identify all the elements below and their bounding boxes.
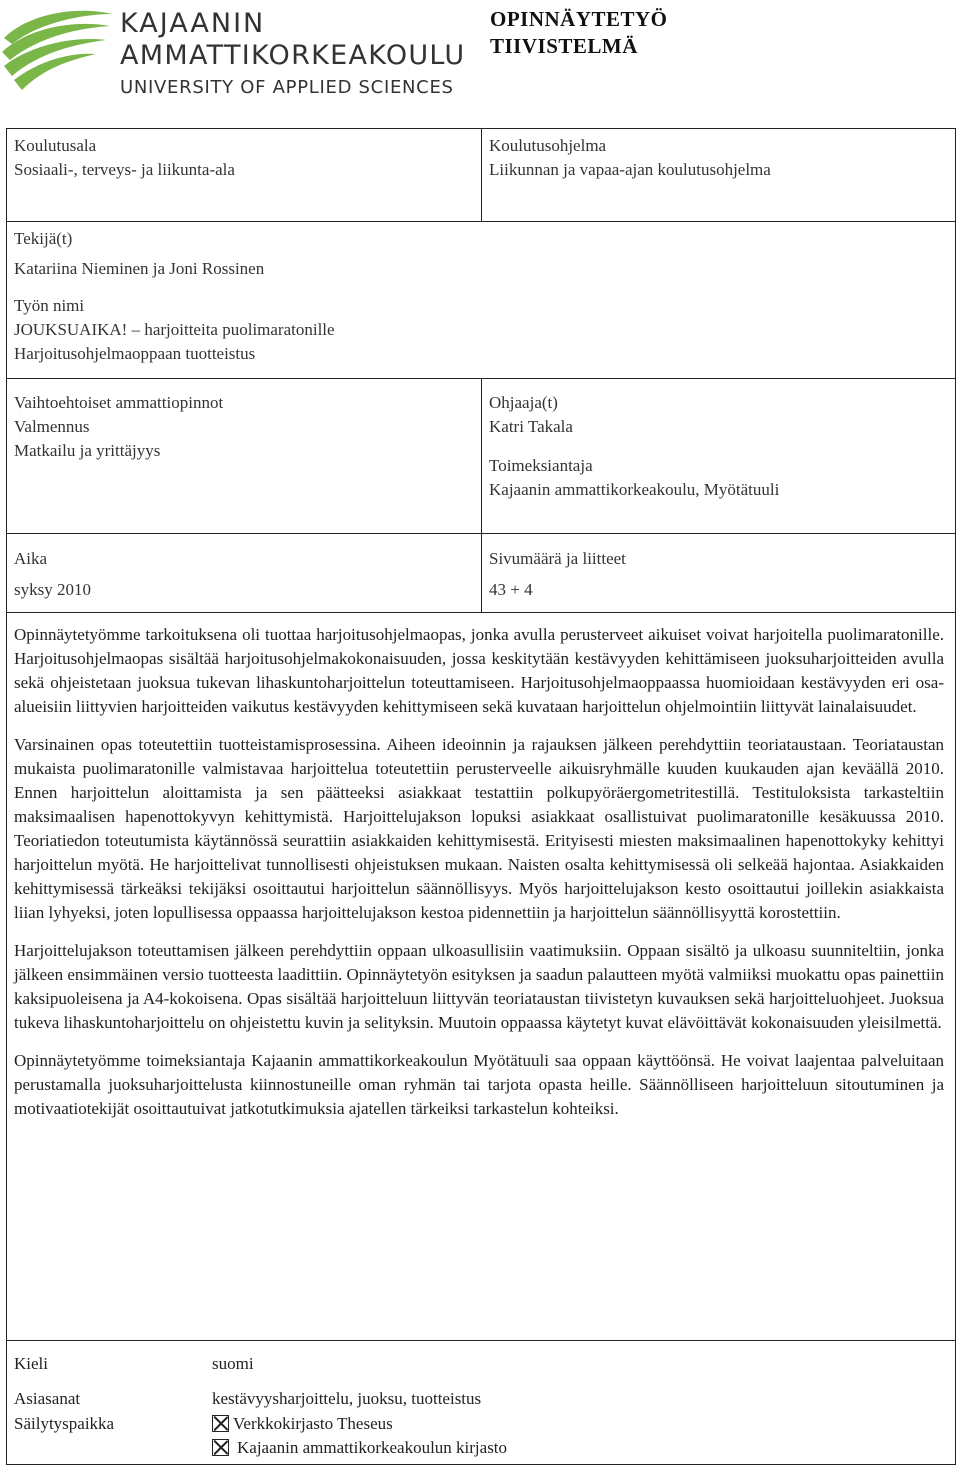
abstract-paragraph: Harjoittelujakson toteuttamisen jälkeen perehdyttiin oppaan ulkoasullisiin vaatimuksiin. Oppaan sisältö ja ulkoasu suunniteltiin, jonka jälkeen ensimmäinen versio tuotteesta laadittiin. Opinnäytetyön esityksen ja saadun palautteen myötä valmiiksi muokattu opas painettiin kaksipuoleisena ja A4-kokoisena. Opas sisältää harjoitteluun liittyvän teoriataustan tiivistetyn kuvauksen sekä harjoitteluohjeet. Juoksua tukeva lihaskuntoharjoittelu on ohjeistettu kuvin ja selityksin. Muutoin oppaassa käytetyt kuvat elävöittävät kokonaisuuden yleisilmettä. bbox=[14, 941, 944, 1032]
abstract-paragraph: Opinnäytetyömme tarkoituksena oli tuottaa harjoitusohjelmaopas, jonka avulla perusterveet aikuiset voivat harjoitella puolimaratonille. Harjoitusohjelmaopas sisältää harjoitusohjelmakokonaisuuden, jossa keskitytään kestävyyden kehittämiseen juoksuharjoitteiden avulla sekä ohjeistetaan juoksua tukevan lihaskuntoharjoittelun toteuttamiseen. Harjoitusohjelmaoppaassa huomioidaan kestävyyden eri osa-alueisiin liittyvien harjoitteiden vaikutus kestävyyden kehittymiseen sekä kuvataan harjoittelun ohjelmointiin liittyvät lainalaisuudet. bbox=[14, 625, 944, 716]
field-ohjaaja bbox=[489, 391, 573, 439]
checked-box-icon bbox=[212, 1415, 229, 1432]
field-toimeksiantaja bbox=[489, 454, 779, 502]
field-label: Toimeksiantaja bbox=[489, 456, 593, 475]
field-value: Sosiaali-, terveys- ja liikunta-ala bbox=[14, 160, 235, 179]
field-label: Tekijä(t) bbox=[14, 229, 73, 248]
field-aika bbox=[14, 547, 91, 602]
abstract-paragraph: Opinnäytetyömme toimeksiantaja Kajaanin ammattikorkeakoulun Myötätuuli saa oppaan käyttöönsä. He voivat laajentaa palveluitaan perustamalla juoksuharjoittelusta kiinnostuneille oman ryhmän tai tarjota opasta heille. Säännölliseen harjoitteluun sitoutuminen ja motivaatiotekijät osoittautuivat jatkotutkimuksia ajatellen tärkeiksi tarkastelun kohteiksi. bbox=[14, 1051, 944, 1118]
swoosh-logo-icon bbox=[0, 4, 116, 96]
field-label: Vaihtoehtoiset ammattiopinnot bbox=[14, 393, 224, 412]
field-value: syksy 2010 bbox=[14, 580, 91, 599]
field-value: Valmennus bbox=[14, 417, 90, 436]
sailytyspaikka-option-kirjasto bbox=[212, 1436, 507, 1460]
divider bbox=[6, 612, 956, 613]
asiasanat-value: kestävyysharjoittelu, juoksu, tuotteistus bbox=[212, 1389, 482, 1408]
column-divider bbox=[481, 378, 482, 612]
abstract-text bbox=[14, 623, 944, 1135]
field-koulutusohjelma bbox=[489, 134, 771, 182]
field-label: Koulutusala bbox=[14, 136, 97, 155]
document-title bbox=[490, 6, 668, 60]
option-label: Kajaanin ammattikorkeakoulun kirjasto bbox=[237, 1438, 508, 1457]
field-label: Sivumäärä ja liitteet bbox=[489, 549, 626, 568]
sailytyspaikka-option-theseus bbox=[212, 1412, 393, 1436]
kieli-value: suomi bbox=[212, 1354, 254, 1373]
abstract-paragraph: Varsinainen opas toteutettiin tuotteistamisprosessina. Aiheen ideoinnin ja rajauksen jälkeen perehdyttiin teoriataustaan. Teoriataustan mukaista puolimaratonille valmistavaa harjoittelua toteutettiin perusterveelle aikuisryhmälle kuuden kuukauden ajan keväällä 2010. Ennen harjoittelun aloittamista ja sen päätteeksi asiakkaat testattiin polkupyöräergometritestillä. Testituloksista tarkasteltiin maksimaalisen hapenottokyvyn kehittymistä. Harjoittelujakson lopuksi asiakkaat osallistuivat puolimaratonille kesäkuussa 2010. Teoriatiedon toteutumista käytännössä seurattiin asiakkaiden kehittymisestä. Erityisesti miesten maksimaalinen hapenottokyky kehittyi harjoittelun myötä. He harjoittelivat tunnollisesti ohjeistuksen mukaan. Naisten osalta kehittymisessä oli selkeää hajontaa. Asiakkaiden kehittymisessä tärkeäksi tekijäksi osoittautui harjoittelun säännöllisyys. Myös harjoittelujakson kesto osoittautui joillekin asiakkaista liian lyhyeksi, joten lopullisessa oppaassa harjoittelujakson kestoa pidennettiin ja harjoittelun säännöllisyyttä korostettiin. bbox=[14, 735, 944, 922]
field-label: Aika bbox=[14, 549, 48, 568]
logo-text-line3: UNIVERSITY OF APPLIED SCIENCES bbox=[120, 77, 454, 98]
asiasanat-label: Asiasanat bbox=[14, 1389, 81, 1408]
field-value: Kajaanin ammattikorkeakoulu, Myötätuuli bbox=[489, 480, 780, 499]
document-title-line1: OPINNÄYTETYÖ bbox=[490, 7, 668, 31]
field-sivumaara bbox=[489, 547, 626, 602]
field-value: 43 + 4 bbox=[489, 580, 533, 599]
field-tekija bbox=[14, 227, 264, 281]
document-title-line2: TIIVISTELMÄ bbox=[490, 34, 638, 58]
field-value: Liikunnan ja vapaa-ajan koulutusohjelma bbox=[489, 160, 771, 179]
field-value: Katri Takala bbox=[489, 417, 573, 436]
field-label: Koulutusohjelma bbox=[489, 136, 607, 155]
checked-box-icon bbox=[212, 1439, 229, 1456]
field-vaihtoehtoiset bbox=[14, 391, 223, 463]
logo-text-line2: AMMATTIKORKEAKOULU bbox=[120, 40, 466, 71]
field-label: Työn nimi bbox=[14, 296, 85, 315]
sailytyspaikka-label: Säilytyspaikka bbox=[14, 1414, 115, 1433]
field-label: Ohjaaja(t) bbox=[489, 393, 558, 412]
field-value: Katariina Nieminen ja Joni Rossinen bbox=[14, 259, 265, 278]
kieli-label: Kieli bbox=[14, 1354, 48, 1373]
field-value: Matkailu ja yrittäjyys bbox=[14, 441, 161, 460]
field-koulutusala bbox=[14, 134, 235, 182]
field-value: JOUKSUAIKA! – harjoitteita puolimaratonille bbox=[14, 320, 335, 339]
divider bbox=[6, 1340, 956, 1341]
field-tyon-nimi bbox=[14, 294, 335, 366]
school-logo bbox=[0, 0, 466, 110]
field-value: Harjoitusohjelmaoppaan tuotteistus bbox=[14, 344, 256, 363]
option-label: Verkkokirjasto Theseus bbox=[233, 1414, 393, 1433]
column-divider bbox=[481, 128, 482, 222]
logo-text-line1: KAJAANIN bbox=[120, 8, 266, 39]
